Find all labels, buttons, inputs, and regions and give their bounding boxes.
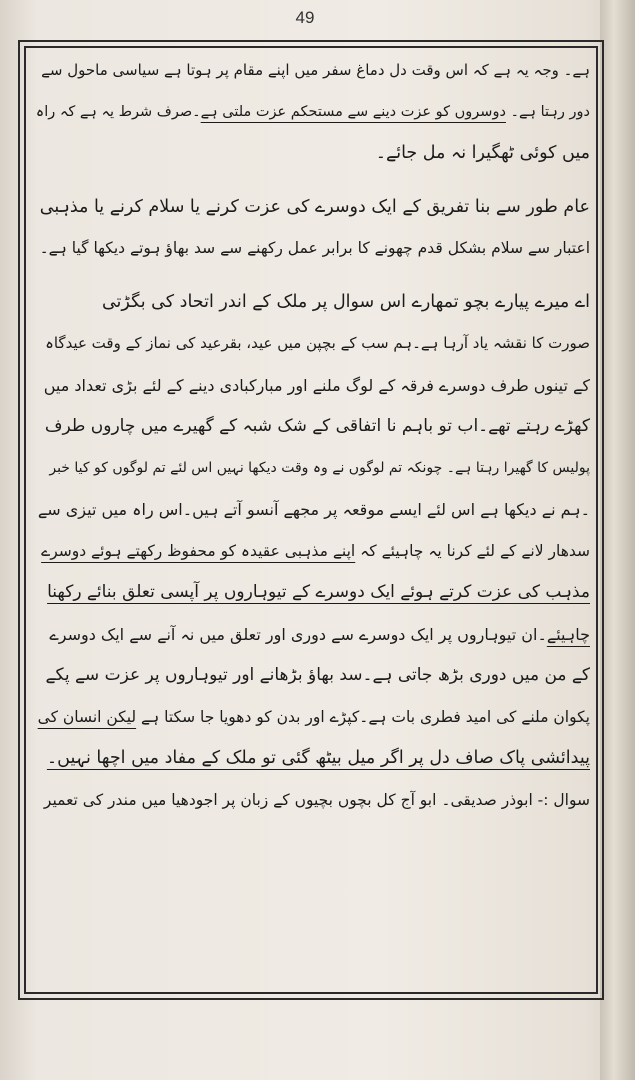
text-segment: دور رہتا ہے۔ [505, 103, 590, 120]
text-segment: پکوان ملنے کی امید فطری بات ہے۔کپڑے اور بدن کو دھویا جا سکتا ہے [136, 707, 590, 726]
text-segment: ۔ہم نے دیکھا ہے اس لئے ایسے موقعہ پر مجھے آنسو آتے ہیں۔اس راہ میں تیزی سے [37, 500, 590, 519]
text-line [34, 738, 590, 780]
text-segment: ۔ان تیوہاروں پر ایک دوسرے سے دوری اور تعلق میں نہ آنے سے ایک دوسرے [49, 624, 547, 644]
paragraph-gap [34, 270, 590, 282]
text-line [34, 228, 590, 270]
text-line [34, 655, 590, 697]
text-line [34, 365, 590, 407]
text-segment: پولیس کا گھیرا رہتا ہے۔ چونکہ تم لوگوں نے وہ وقت دیکھا نہیں اس لئے تم لوگوں کو کیا خبر [49, 459, 590, 476]
text-line [34, 282, 590, 324]
text-segment: اعتبار سے سلام بشکل قدم چھونے کا برابر عمل رکھنے سے سد بھاؤ ہوتے دیکھا گیا ہے۔ [39, 239, 590, 257]
text-line [34, 50, 590, 92]
text-line [34, 92, 590, 134]
text-segment: میں کوئی ٹھگیرا نہ مل جائے۔ [375, 143, 590, 163]
underlined-text: دوسروں کو عزت دینے سے مستحکم عزت ملتی ہے [200, 103, 506, 120]
text-line [34, 448, 590, 490]
page-number: 49 [295, 8, 315, 27]
next-page-edge [600, 0, 635, 1080]
text-segment: ۔صرف شرط یہ ہے کہ راہ [35, 103, 201, 120]
text-segment: کے من میں دوری بڑھ جاتی ہے۔سد بھاؤ بڑھانے اور تیوہاروں پر عزت سے پکے [45, 665, 590, 685]
text-line [34, 323, 590, 365]
underlined-text: لیکن انسان کی [37, 707, 137, 726]
text-line [34, 572, 590, 614]
text-line [34, 133, 590, 175]
text-line [34, 187, 590, 229]
text-segment: اے میرے پیارے بچو تمھارے اس سوال پر ملک کے اندر اتحاد کی بگڑتی [101, 291, 590, 312]
text-segment: ہے۔ وجہ یہ ہے کہ اس وقت دل دماغ سفر میں اپنے مقام پر ہوتا ہے سیاسی ماحول سے [41, 61, 590, 79]
text-line [34, 406, 590, 448]
text-segment: سدھار لانے کے لئے کرنا یہ چاہیئے کہ [355, 541, 590, 560]
urdu-text-body [34, 46, 590, 821]
underlined-text: مذہب کی عزت کرتے ہوئے ایک دوسرے کے تیوہاروں پر آپسی تعلق بنائے رکھنا [47, 582, 590, 602]
text-segment: عام طور سے بنا تفریق کے ایک دوسرے کی عزت کرنے یا سلام کرنے یا مذہبی [39, 196, 590, 217]
underlined-text: چاہیئے [546, 624, 590, 644]
text-segment: کھڑے رہتے تھے۔اب تو باہم نا اتفاقی کے شک شبہ کے گھیرے میں چاروں طرف [44, 416, 590, 436]
paragraph-gap [34, 175, 590, 187]
underlined-text: پیدائشی پاک صاف دل پر اگر میل بیٹھ گئی تو ملک کے مفاد میں اچھا نہیں۔ [46, 748, 590, 768]
text-line [34, 489, 590, 531]
text-line [34, 531, 590, 573]
text-line [34, 780, 590, 822]
text-segment: کے تینوں طرف دوسرے فرقہ کے لوگ ملنے اور مبارکبادی دینے کے لئے بڑی تعداد میں [43, 375, 590, 395]
text-segment: صورت کا نقشہ یاد آرہا ہے۔ہم سب کے بچپن میں عید، بقرعید کی نماز کے وقت عیدگاہ [45, 334, 590, 352]
underlined-text: اپنے مذہبی عقیدہ کو محفوظ رکھتے ہوئے دوسرے [41, 541, 356, 560]
text-line [34, 614, 590, 656]
text-line [34, 697, 590, 739]
text-segment: سوال :- ابوذر صدیقی۔ ابو آج کل بچوں بچیوں کے زبان پر اجودھیا میں مندر کی تعمیر [43, 790, 590, 809]
